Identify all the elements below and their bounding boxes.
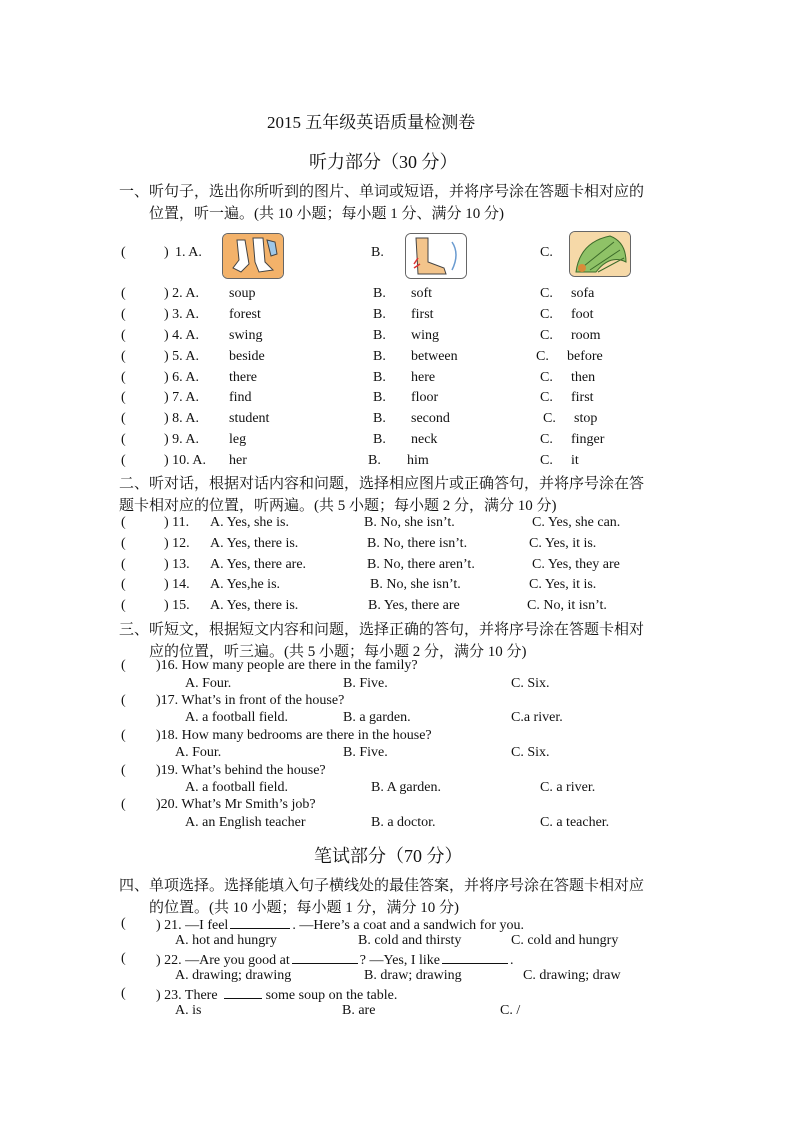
question-number: ) 4. A. xyxy=(164,328,199,343)
question-text: )19. What’s behind the house? xyxy=(156,763,326,778)
section3-instruction-line2: 应的位置，听三遍。(共 5 小题；每小题 2 分，满分 10 分) xyxy=(149,644,527,660)
legs-image xyxy=(223,234,283,278)
option-b-label: B. xyxy=(373,307,386,322)
option-a: leg xyxy=(229,432,247,447)
option-b: B. No, she isn’t. xyxy=(370,577,461,592)
option-b: B. Five. xyxy=(343,676,388,691)
answer-paren[interactable]: ( xyxy=(121,286,126,301)
answer-paren[interactable]: ( xyxy=(121,349,126,364)
section4-instruction-line2: 的位置。(共 10 小题；每小题 1 分，满分 10 分) xyxy=(149,900,459,916)
question-number: ) 6. A. xyxy=(164,370,199,385)
option-b-label: B. xyxy=(373,432,386,447)
option-a: A. Four. xyxy=(175,745,222,760)
q22-option-b: B. draw; drawing xyxy=(364,968,462,983)
question-number: ) 15. xyxy=(164,598,190,613)
option-a: A. a football field. xyxy=(185,780,289,795)
question-text: )18. How many bedrooms are there in the house? xyxy=(156,728,432,743)
option-b-label: B. xyxy=(373,370,386,385)
answer-paren[interactable]: ( xyxy=(121,658,126,673)
option-a: A. Yes, there is. xyxy=(210,598,299,613)
option-b: him xyxy=(407,453,429,468)
listening-part-title: 听力部分（30 分） xyxy=(309,152,458,172)
question-number: ) 3. A. xyxy=(164,307,199,322)
q1-number: 1. A. xyxy=(175,245,202,260)
option-a: find xyxy=(229,390,252,405)
answer-paren[interactable]: ( xyxy=(121,693,126,708)
answer-paren[interactable]: ( xyxy=(121,307,126,322)
question-number: ) 2. A. xyxy=(164,286,199,301)
option-b: floor xyxy=(411,390,439,405)
q1-paren-close: ) xyxy=(164,245,169,260)
option-c: sofa xyxy=(571,286,595,301)
option-a: A. an English teacher xyxy=(185,815,306,830)
option-b: wing xyxy=(411,328,439,343)
section3-instruction-line1: 三、听短文，根据短文内容和问题，选择正确的答句，并将序号涂在答题卡相对 xyxy=(119,622,645,638)
option-c-label: C. xyxy=(540,453,553,468)
answer-paren[interactable]: ( xyxy=(121,577,126,592)
q21-paren-open[interactable]: ( xyxy=(121,916,126,931)
q1-picture-b[interactable] xyxy=(405,233,467,279)
q1-option-b-label: B. xyxy=(371,245,384,260)
q22-paren-open[interactable]: ( xyxy=(121,951,126,966)
option-a: forest xyxy=(229,307,261,322)
foot-image xyxy=(406,234,466,278)
question-number: ) 7. A. xyxy=(164,390,199,405)
section2-instruction-line1: 二、听对话，根据对话内容和问题，选择相应图片或正确答句，并将序号涂在答 xyxy=(119,476,645,492)
option-b: between xyxy=(411,349,458,364)
option-c: C. Yes, it is. xyxy=(529,577,597,592)
option-c-label: C. xyxy=(540,307,553,322)
answer-paren[interactable]: ( xyxy=(121,370,126,385)
question-number: ) 8. A. xyxy=(164,411,199,426)
option-a: soup xyxy=(229,286,256,301)
option-c: it xyxy=(571,453,579,468)
written-part-title: 笔试部分（70 分） xyxy=(314,846,463,866)
option-b: first xyxy=(411,307,434,322)
q22-option-a: A. drawing; drawing xyxy=(175,968,292,983)
q21-prefix: ) 21. —I feel xyxy=(156,918,229,933)
option-c: C. No, it isn’t. xyxy=(527,598,607,613)
question-number: ) 13. xyxy=(164,557,190,572)
option-c-label: C. xyxy=(536,349,549,364)
q21-blank[interactable] xyxy=(230,916,290,929)
q1-paren-open[interactable]: ( xyxy=(121,245,126,260)
section2-instruction-line2: 题卡相对应的位置，听两遍。(共 5 小题；每小题 2 分，满分 10 分) xyxy=(119,498,557,514)
option-b: B. Five. xyxy=(343,745,388,760)
option-a: A. Yes, she is. xyxy=(210,515,289,530)
question-text: )17. What’s in front of the house? xyxy=(156,693,345,708)
option-c: C. a teacher. xyxy=(540,815,610,830)
option-b: B. a doctor. xyxy=(371,815,436,830)
q23-paren-open[interactable]: ( xyxy=(121,986,126,1001)
option-c: stop xyxy=(574,411,598,426)
option-a: A. Four. xyxy=(185,676,232,691)
option-a: student xyxy=(229,411,270,426)
answer-paren[interactable]: ( xyxy=(121,411,126,426)
q22-middle: ? —Yes, I like xyxy=(359,953,441,968)
q1-picture-a[interactable] xyxy=(222,233,284,279)
question-text: )20. What’s Mr Smith’s job? xyxy=(156,797,316,812)
option-b-label: B. xyxy=(373,328,386,343)
option-a: A. Yes,he is. xyxy=(210,577,281,592)
option-a: her xyxy=(229,453,247,468)
option-c: then xyxy=(571,370,596,385)
option-b-label: B. xyxy=(373,390,386,405)
question-number: ) 14. xyxy=(164,577,190,592)
section1-instruction-line2: 位置，听一遍。(共 10 小题；每小题 1 分、满分 10 分) xyxy=(149,206,504,222)
option-c-label: C. xyxy=(540,390,553,405)
q22-end: . xyxy=(510,953,514,968)
answer-paren[interactable]: ( xyxy=(121,728,126,743)
option-c: C. Six. xyxy=(511,745,550,760)
q1-picture-c[interactable] xyxy=(569,231,631,277)
question-number: ) 11. xyxy=(164,515,190,530)
option-b: B. No, there isn’t. xyxy=(367,536,468,551)
answer-paren[interactable]: ( xyxy=(121,557,126,572)
option-c: room xyxy=(571,328,601,343)
option-c-label: C. xyxy=(540,328,553,343)
question-number: ) 9. A. xyxy=(164,432,199,447)
option-b: B. No, she isn’t. xyxy=(364,515,455,530)
q23-suffix: some soup on the table. xyxy=(265,988,398,1003)
section4-instruction-line1: 四、单项选择。选择能填入句子横线处的最佳答案，并将序号涂在答题卡相对应 xyxy=(119,878,645,894)
q22-blank-2[interactable] xyxy=(442,951,508,964)
question-number: ) 12. xyxy=(164,536,190,551)
option-c: C. Yes, she can. xyxy=(532,515,621,530)
answer-paren[interactable]: ( xyxy=(121,390,126,405)
q23-prefix: ) 23. There xyxy=(156,988,218,1003)
q23-option-c: C. / xyxy=(500,1003,521,1018)
option-c: first xyxy=(571,390,594,405)
q21-question xyxy=(156,916,524,934)
option-a: A. a football field. xyxy=(185,710,289,725)
option-b: neck xyxy=(411,432,438,447)
q22-option-c: C. drawing; draw xyxy=(523,968,621,983)
answer-paren[interactable]: ( xyxy=(121,328,126,343)
option-b: here xyxy=(411,370,436,385)
option-c-label: C. xyxy=(540,432,553,447)
option-c: foot xyxy=(571,307,594,322)
option-c: C. a river. xyxy=(540,780,596,795)
question-number: ) 10. A. xyxy=(164,453,206,468)
question-number: ) 5. A. xyxy=(164,349,199,364)
option-b: B. Yes, there are xyxy=(368,598,460,613)
answer-paren[interactable]: ( xyxy=(121,763,126,778)
q22-blank-1[interactable] xyxy=(292,951,358,964)
q1-option-c-label: C. xyxy=(540,245,553,260)
option-a: beside xyxy=(229,349,265,364)
option-a: there xyxy=(229,370,257,385)
q23-blank[interactable] xyxy=(224,986,262,999)
q22-question xyxy=(156,951,514,969)
q21-option-b: B. cold and thirsty xyxy=(358,933,462,948)
option-a: swing xyxy=(229,328,263,343)
q23-option-a: A. is xyxy=(175,1003,202,1018)
option-b-label: B. xyxy=(373,349,386,364)
option-c-label: C. xyxy=(543,411,556,426)
option-c: before xyxy=(567,349,603,364)
q23-option-b: B. are xyxy=(342,1003,376,1018)
q21-option-c: C. cold and hungry xyxy=(511,933,619,948)
q23-question xyxy=(156,986,397,1004)
option-b-label: B. xyxy=(373,286,386,301)
option-c: C.a river. xyxy=(511,710,563,725)
option-b-label: B. xyxy=(373,411,386,426)
q21-suffix: . —Here’s a coat and a sandwich for you. xyxy=(292,918,525,933)
option-b: second xyxy=(411,411,450,426)
answer-paren[interactable]: ( xyxy=(121,432,126,447)
option-c-label: C. xyxy=(540,286,553,301)
option-b-label: B. xyxy=(368,453,381,468)
option-b: soft xyxy=(411,286,432,301)
option-b: B. A garden. xyxy=(371,780,441,795)
bird-wing-image xyxy=(570,232,630,276)
page-title: 2015 五年级英语质量检测卷 xyxy=(267,113,476,132)
answer-paren[interactable]: ( xyxy=(121,797,126,812)
question-text: )16. How many people are there in the family? xyxy=(156,658,418,673)
option-c: C. Yes, they are xyxy=(532,557,620,572)
answer-paren[interactable]: ( xyxy=(121,515,126,530)
option-c: finger xyxy=(571,432,605,447)
q22-prefix: ) 22. —Are you good at xyxy=(156,953,290,968)
option-c: C. Yes, it is. xyxy=(529,536,597,551)
option-a: A. Yes, there are. xyxy=(210,557,307,572)
answer-paren[interactable]: ( xyxy=(121,598,126,613)
option-c-label: C. xyxy=(540,370,553,385)
option-c: C. Six. xyxy=(511,676,550,691)
q21-option-a: A. hot and hungry xyxy=(175,933,277,948)
option-b: B. a garden. xyxy=(343,710,411,725)
option-a: A. Yes, there is. xyxy=(210,536,299,551)
section1-instruction-line1: 一、听句子，选出你所听到的图片、单词或短语，并将序号涂在答题卡相对应的 xyxy=(119,184,645,200)
option-b: B. No, there aren’t. xyxy=(367,557,475,572)
answer-paren[interactable]: ( xyxy=(121,453,126,468)
answer-paren[interactable]: ( xyxy=(121,536,126,551)
